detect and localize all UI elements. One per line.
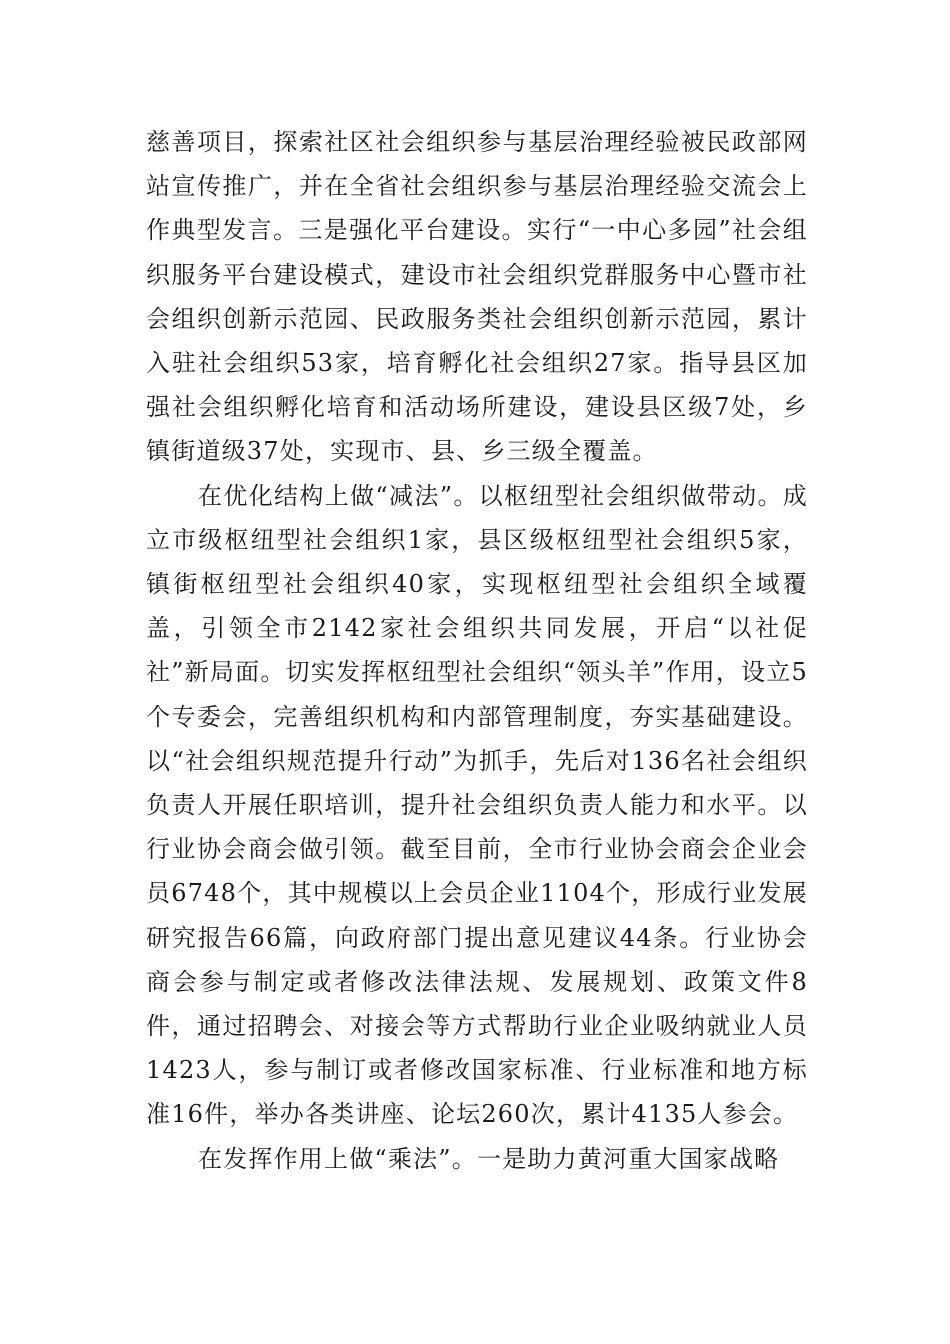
paragraph-continued: 慈善项目，探索社区社会组织参与基层治理经验被民政部网站宣传推广，并在全省社会组织参与基层治理经验交流会上作典型发言。三是强化平台建设。实行“一中心多园”社会组织服务平台建设模式，建设市社会组织党群服务中心暨市社会组织创新示范园、民政服务类社会组织创新示范园，累计入驻社会组织53家，培育孵化社会组织27家。指导县区加强社会组织孵化培育和活动场所建设，建设县区级7处，乡镇街道级37处，实现市、县、乡三级全覆盖。 [146, 128, 808, 466]
body-text [146, 120, 808, 1181]
paragraph-multiplication: 在发挥作用上做“乘法”。一是助力黄河重大国家战略 [198, 1144, 780, 1173]
paragraph-subtraction: 在优化结构上做“减法”。以枢纽型社会组织做带动。成立市级枢纽型社会组织1家，县区级枢纽型社会组织5家，镇街枢纽型社会组织40家，实现枢纽型社会组织全域覆盖，引领全市2142家社会组织共同发展，开启“以社促社”新局面。切实发挥枢纽型社会组织“领头羊”作用，设立5个专委会，完善组织机构和内部管理制度，夯实基础建设。以“社会组织规范提升行动”为抓手，先后对136名社会组织负责人开展任职培训，提升社会组织负责人能力和水平。以行业协会商会做引领。截至目前，全市行业协会商会企业会员6748个，其中规模以上会员企业1104个，形成行业发展研究报告66篇，向政府部门提出意见建议44条。行业协会商会参与制定或者修改法律法规、发展规划、政策文件8件，通过招聘会、对接会等方式帮助行业企业吸纳就业人员1423人，参与制订或者修改国家标准、行业标准和地方标准16件，举办各类讲座、论坛260次，累计4135人参会。 [146, 481, 808, 1129]
